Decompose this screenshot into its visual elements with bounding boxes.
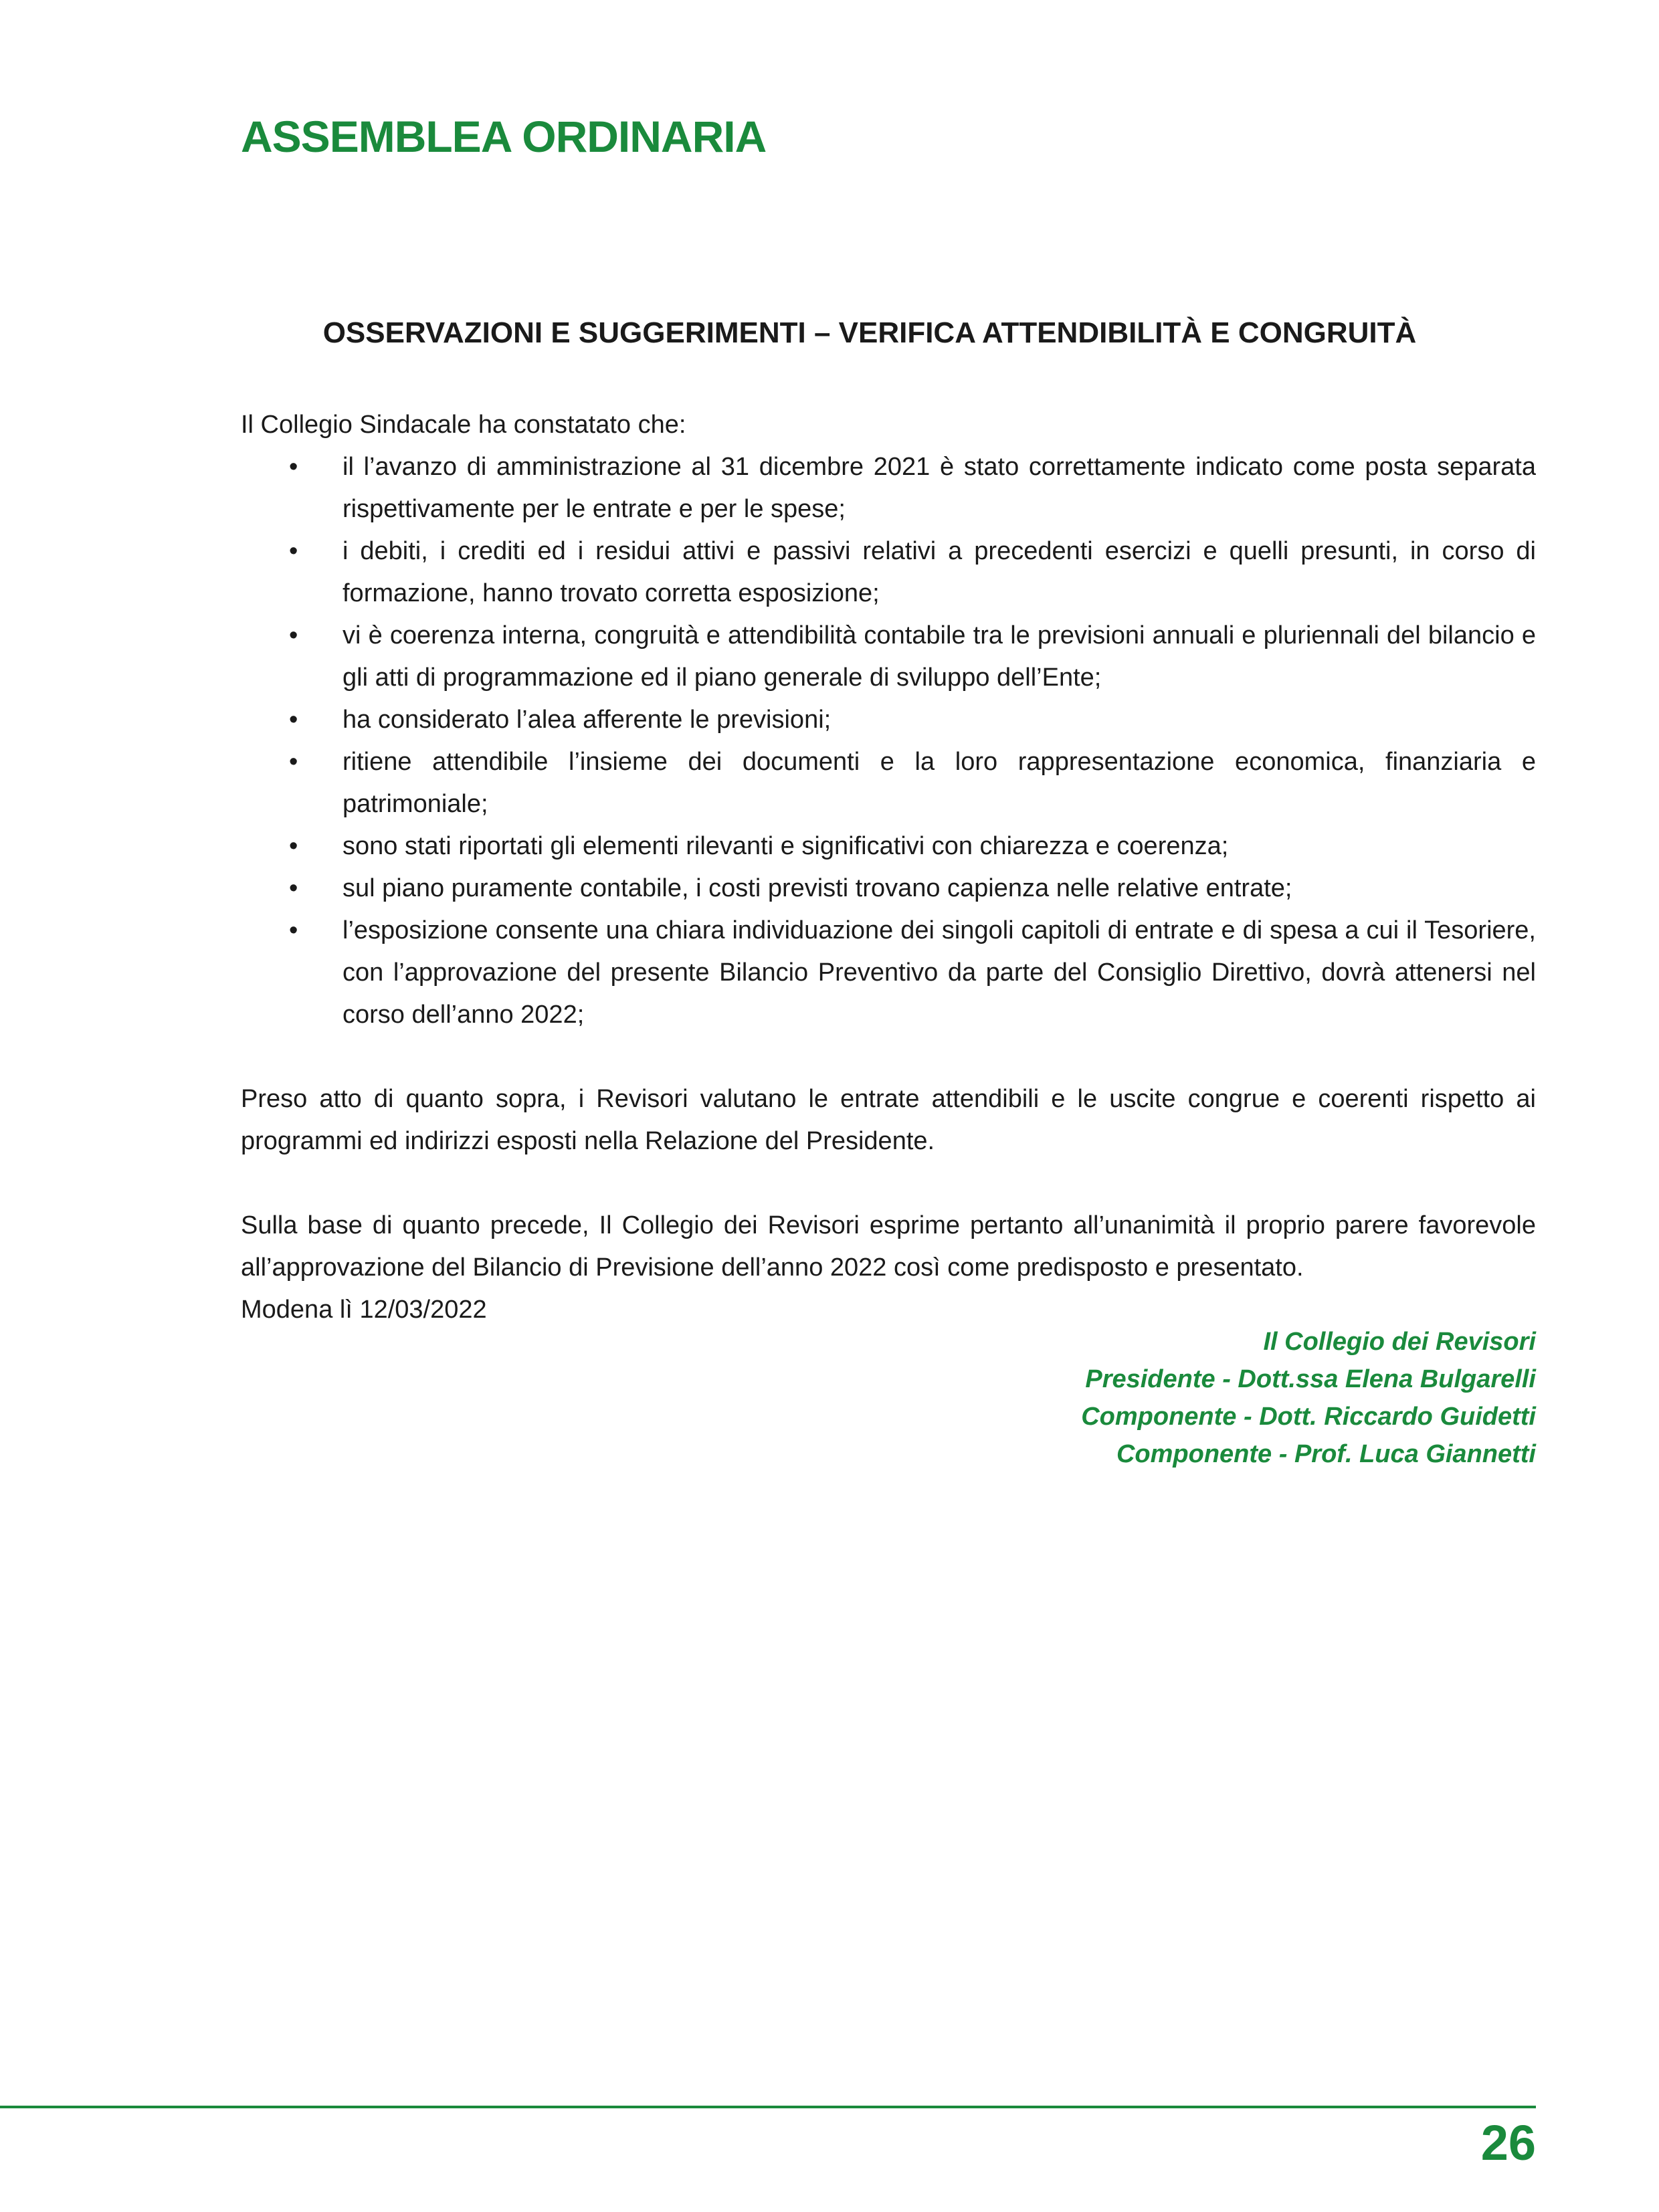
- bullet-icon: •: [289, 621, 298, 649]
- page-number: 26: [1480, 2115, 1536, 2171]
- signature-block: [1081, 1323, 1536, 1473]
- signature-line: Presidente - Dott.ssa Elena Bulgarelli: [1085, 1365, 1536, 1393]
- list-item: [241, 741, 1536, 825]
- bullet-icon: •: [289, 706, 298, 734]
- place-date: Modena lì 12/03/2022: [241, 1296, 487, 1324]
- section-title: OSSERVAZIONI E SUGGERIMENTI – VERIFICA ATTENDIBILITÀ E CONGRUITÀ: [322, 316, 1417, 349]
- list-item-text: ritiene attendibile l’insieme dei documenti e la loro rappresentazione economica, finanziaria e patrimoniale;: [343, 748, 1536, 818]
- opinion-paragraph: Sulla base di quanto precede, Il Collegio dei Revisori esprime pertanto all’unanimità il proprio parere favorevole all’approvazione del Bilancio di Previsione dell’anno 2022 così come predisposto e presentato.: [241, 1211, 1536, 1282]
- footer-divider: [0, 2106, 1536, 2108]
- bullet-icon: •: [289, 537, 298, 565]
- bullet-icon: •: [289, 916, 298, 944]
- list-item: [241, 615, 1536, 699]
- bullet-icon: •: [289, 748, 298, 776]
- list-item: [241, 699, 1536, 741]
- spacer: [241, 1036, 1536, 1078]
- list-item: [241, 530, 1536, 615]
- intro-paragraph: Il Collegio Sindacale ha constatato che:: [241, 411, 686, 439]
- document-body: [241, 404, 1536, 1331]
- list-item-text: vi è coerenza interna, congruità e attendibilità contabile tra le previsioni annuali e pluriennali del bilancio e gli atti di programmazione ed il piano generale di sviluppo dell’Ente;: [343, 621, 1536, 692]
- signature-line: Componente - Dott. Riccardo Guidetti: [1081, 1403, 1536, 1431]
- assessment-paragraph: Preso atto di quanto sopra, i Revisori valutano le entrate attendibili e le uscite congrue e coerenti rispetto ai programmi ed indirizzi esposti nella Relazione del Presidente.: [241, 1085, 1536, 1155]
- list-item: [241, 910, 1536, 1036]
- list-item-text: l’esposizione consente una chiara individuazione dei singoli capitoli di entrate e di spesa a cui il Tesoriere, con l’approvazione del presente Bilancio Preventivo da parte del Consiglio Direttivo, dovrà attenersi nel corso dell’anno 2022;: [343, 916, 1536, 1029]
- bullet-icon: •: [289, 832, 298, 860]
- signature-heading: Il Collegio dei Revisori: [1263, 1328, 1536, 1356]
- page-title: ASSEMBLEA ORDINARIA: [241, 112, 767, 161]
- list-item-text: i debiti, i crediti ed i residui attivi e passivi relativi a precedenti esercizi e quelli presunti, in corso di formazione, hanno trovato corretta esposizione;: [343, 537, 1536, 607]
- list-item: [241, 446, 1536, 530]
- signature-line: Componente - Prof. Luca Giannetti: [1116, 1440, 1536, 1468]
- bullet-icon: •: [289, 874, 298, 902]
- spacer: [241, 1163, 1536, 1205]
- list-item-text: ha considerato l’alea afferente le previsioni;: [343, 706, 832, 734]
- list-item-text: sul piano puramente contabile, i costi previsti trovano capienza nelle relative entrate;: [343, 874, 1292, 902]
- findings-list: [241, 446, 1536, 1036]
- list-item: [241, 868, 1536, 910]
- list-item-text: sono stati riportati gli elementi rilevanti e significativi con chiarezza e coerenza;: [343, 832, 1229, 860]
- bullet-icon: •: [289, 453, 298, 481]
- list-item: [241, 825, 1536, 868]
- list-item-text: il l’avanzo di amministrazione al 31 dicembre 2021 è stato correttamente indicato come posta separata rispettivamente per le entrate e per le spese;: [343, 453, 1536, 523]
